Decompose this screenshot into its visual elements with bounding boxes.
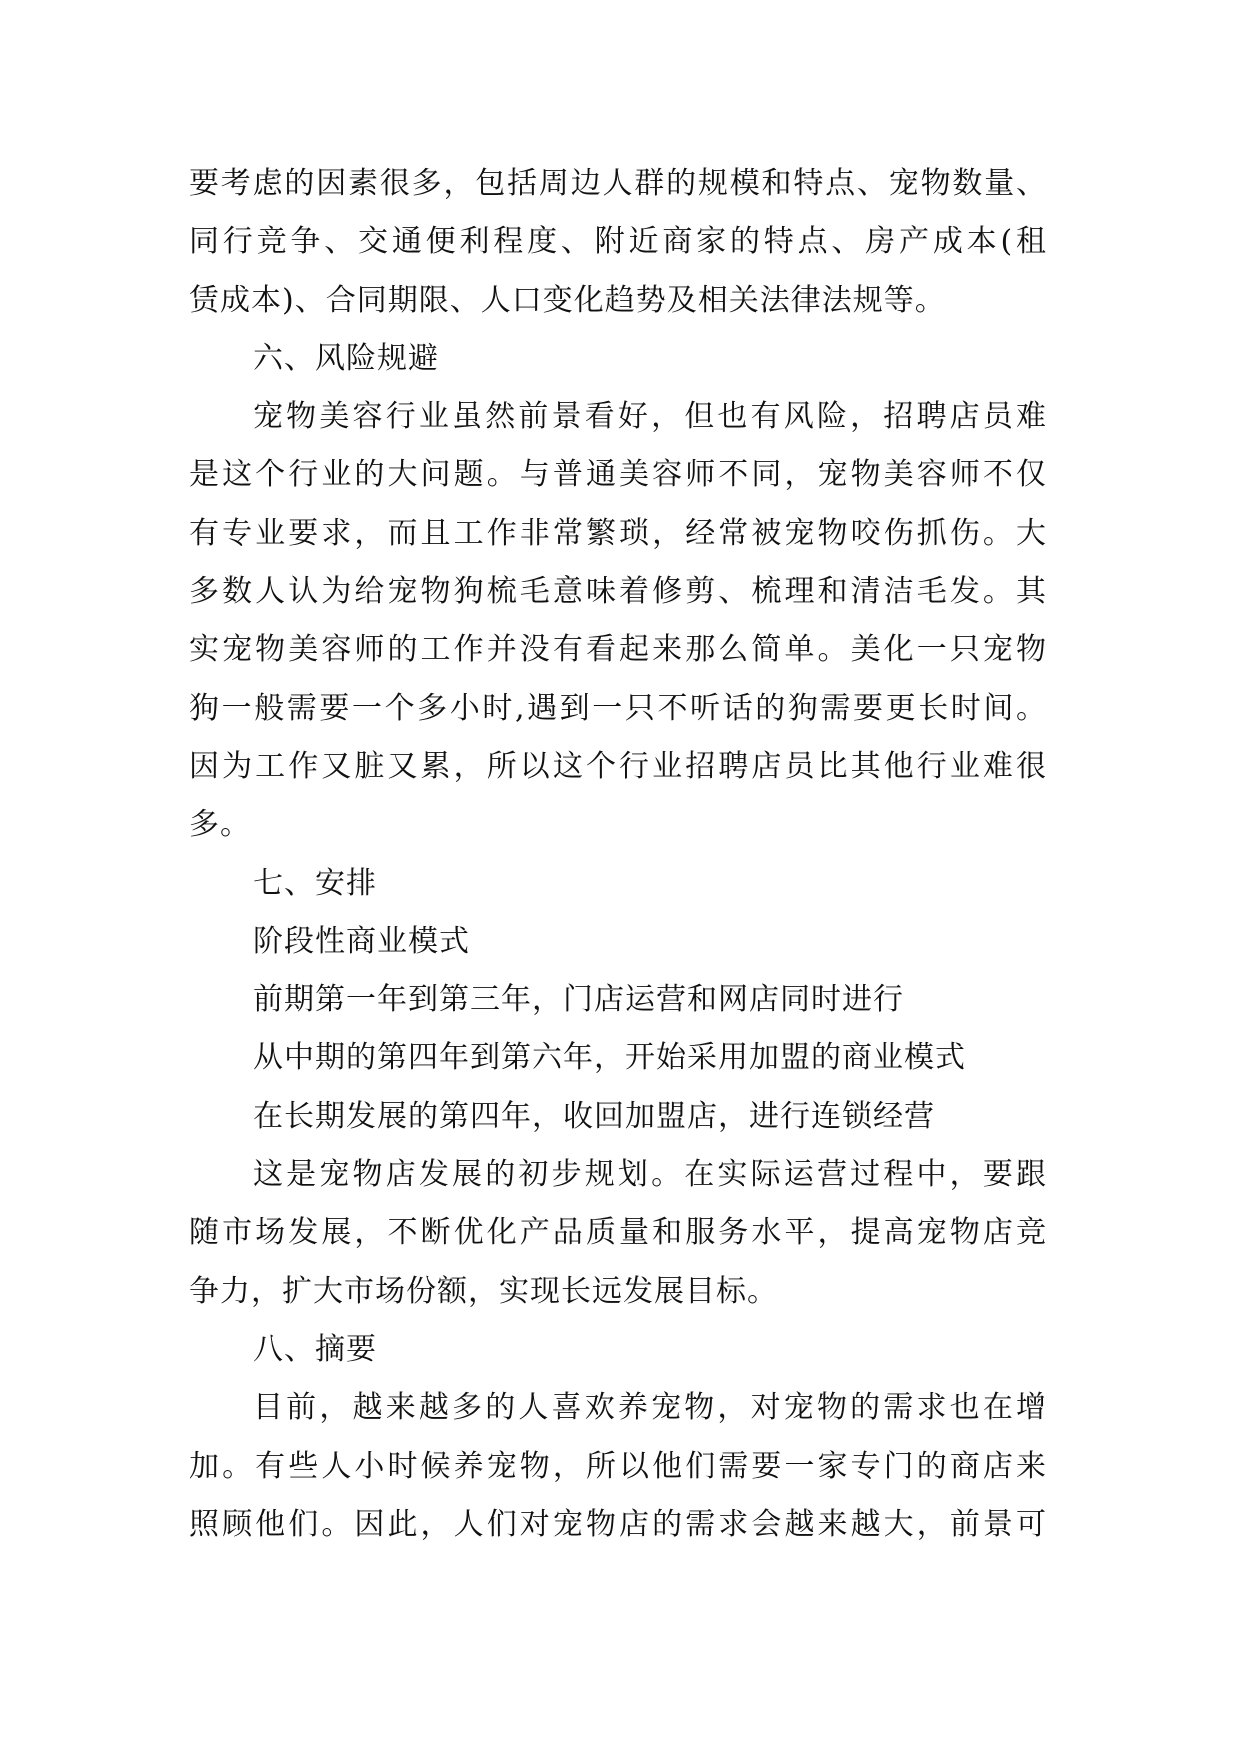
text-line: 同行竞争、交通便利程度、附近商家的特点、房产成本(租 — [189, 224, 1047, 260]
text-line: 赁成本)、合同期限、人口变化趋势及相关法律法规等。 — [189, 282, 946, 318]
text-line: 因为工作又脏又累，所以这个行业招聘店员比其他行业难很 — [189, 748, 1047, 784]
text-line: 狗一般需要一个多小时,遇到一只不听话的狗需要更长时间。 — [189, 690, 1047, 726]
section-heading: 八、摘要 — [253, 1331, 377, 1367]
text-line: 目前，越来越多的人喜欢养宠物，对宠物的需求也在增 — [253, 1390, 1047, 1426]
text-line: 宠物美容行业虽然前景看好，但也有风险，招聘店员难 — [253, 399, 1047, 435]
document-body — [189, 155, 1047, 1554]
text-line: 阶段性商业模式 — [253, 923, 470, 959]
text-line: 争力，扩大市场份额，实现长远发展目标。 — [189, 1273, 778, 1309]
text-line: 前期第一年到第三年，门店运营和网店同时进行 — [253, 982, 904, 1018]
text-line: 是这个行业的大问题。与普通美容师不同，宠物美容师不仅 — [189, 457, 1047, 493]
text-line: 多。 — [189, 807, 251, 843]
section-heading: 七、安排 — [253, 865, 377, 901]
text-line: 实宠物美容师的工作并没有看起来那么简单。美化一只宠物 — [189, 632, 1047, 668]
text-line: 在长期发展的第四年，收回加盟店，进行连锁经营 — [253, 1098, 935, 1134]
section-heading: 六、风险规避 — [253, 340, 439, 376]
text-line: 随市场发展，不断优化产品质量和服务水平，提高宠物店竞 — [189, 1215, 1047, 1251]
text-line: 这是宠物店发展的初步规划。在实际运营过程中，要跟 — [253, 1157, 1047, 1193]
text-line: 加。有些人小时候养宠物，所以他们需要一家专门的商店来 — [189, 1448, 1047, 1484]
text-line: 有专业要求，而且工作非常繁琐，经常被宠物咬伤抓伤。大 — [189, 515, 1047, 551]
text-line: 要考虑的因素很多，包括周边人群的规模和特点、宠物数量、 — [189, 166, 1047, 201]
text-line: 照顾他们。因此，人们对宠物店的需求会越来越大，前景可 — [189, 1506, 1047, 1542]
text-line: 多数人认为给宠物狗梳毛意味着修剪、梳理和清洁毛发。其 — [189, 574, 1047, 610]
text-line: 从中期的第四年到第六年，开始采用加盟的商业模式 — [253, 1040, 966, 1076]
